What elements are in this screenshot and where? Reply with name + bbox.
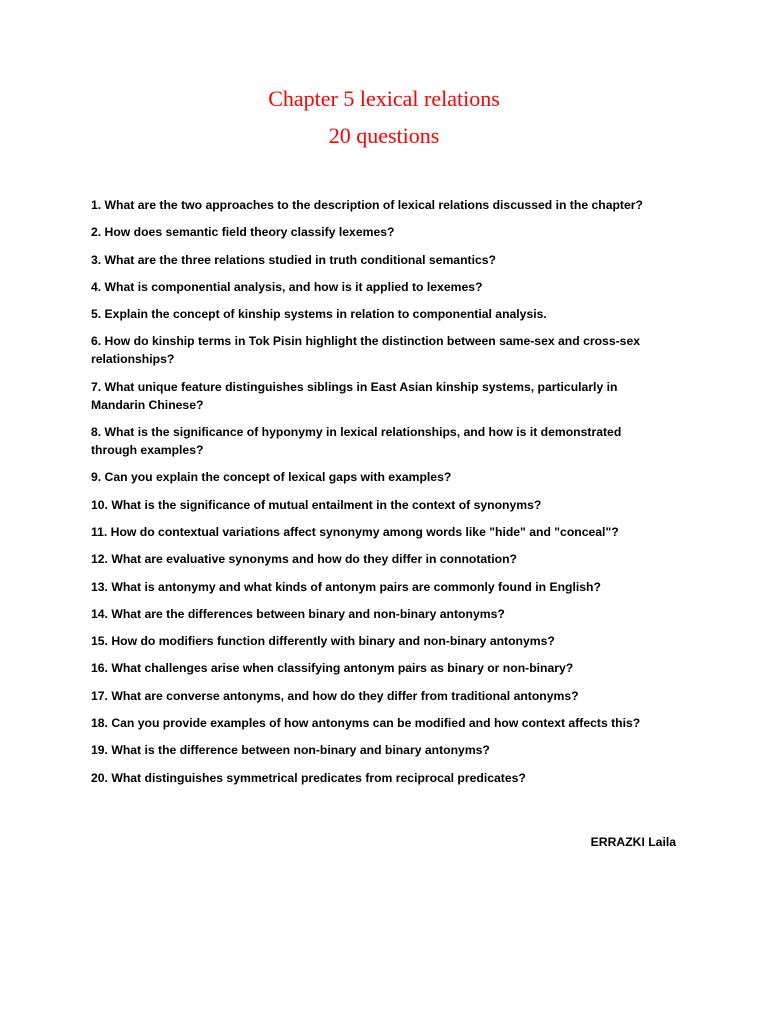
question-list <box>91 196 661 796</box>
question-item: 12. What are evaluative synonyms and how do they differ in connotation? <box>91 552 517 567</box>
question-item: 13. What is antonymy and what kinds of antonym pairs are commonly found in English? <box>91 579 601 594</box>
question-item: 19. What is the difference between non-binary and binary antonyms? <box>91 743 490 758</box>
question-item: 6. How do kinship terms in Tok Pisin highlight the distinction between same-sex and cross-sex relationships? <box>91 334 640 367</box>
question-item: 15. How do modifiers function differently with binary and non-binary antonyms? <box>91 634 555 649</box>
question-item: 11. How do contextual variations affect synonymy among words like "hide" and "conceal"? <box>91 524 619 539</box>
question-item: 2. How does semantic field theory classify lexemes? <box>91 225 395 240</box>
question-item: 5. Explain the concept of kinship systems in relation to componential analysis. <box>91 307 547 322</box>
question-item: 4. What is componential analysis, and how is it applied to lexemes? <box>91 279 483 294</box>
question-item: 7. What unique feature distinguishes siblings in East Asian kinship systems, particularly in Mandarin Chinese? <box>91 379 618 412</box>
page-subtitle: 20 questions <box>328 123 440 148</box>
question-item: 9. Can you explain the concept of lexical gaps with examples? <box>91 470 452 485</box>
page-title: Chapter 5 lexical relations <box>268 86 500 111</box>
question-item: 16. What challenges arise when classifying antonym pairs as binary or non-binary? <box>91 661 574 676</box>
question-item: 20. What distinguishes symmetrical predicates from reciprocal predicates? <box>91 770 526 785</box>
question-item: 18. Can you provide examples of how antonyms can be modified and how context affects this? <box>91 716 641 731</box>
question-item: 17. What are converse antonyms, and how do they differ from traditional antonyms? <box>91 688 579 703</box>
question-item: 3. What are the three relations studied in truth conditional semantics? <box>91 252 496 267</box>
question-item: 14. What are the differences between binary and non-binary antonyms? <box>91 606 505 621</box>
question-item: 1. What are the two approaches to the description of lexical relations discussed in the chapter? <box>91 198 643 212</box>
question-item: 10. What is the significance of mutual entailment in the context of synonyms? <box>91 497 542 512</box>
question-item: 8. What is the significance of hyponymy in lexical relationships, and how is it demonstrated through examples? <box>91 425 622 458</box>
author-name: ERRAZKI Laila <box>590 835 676 849</box>
